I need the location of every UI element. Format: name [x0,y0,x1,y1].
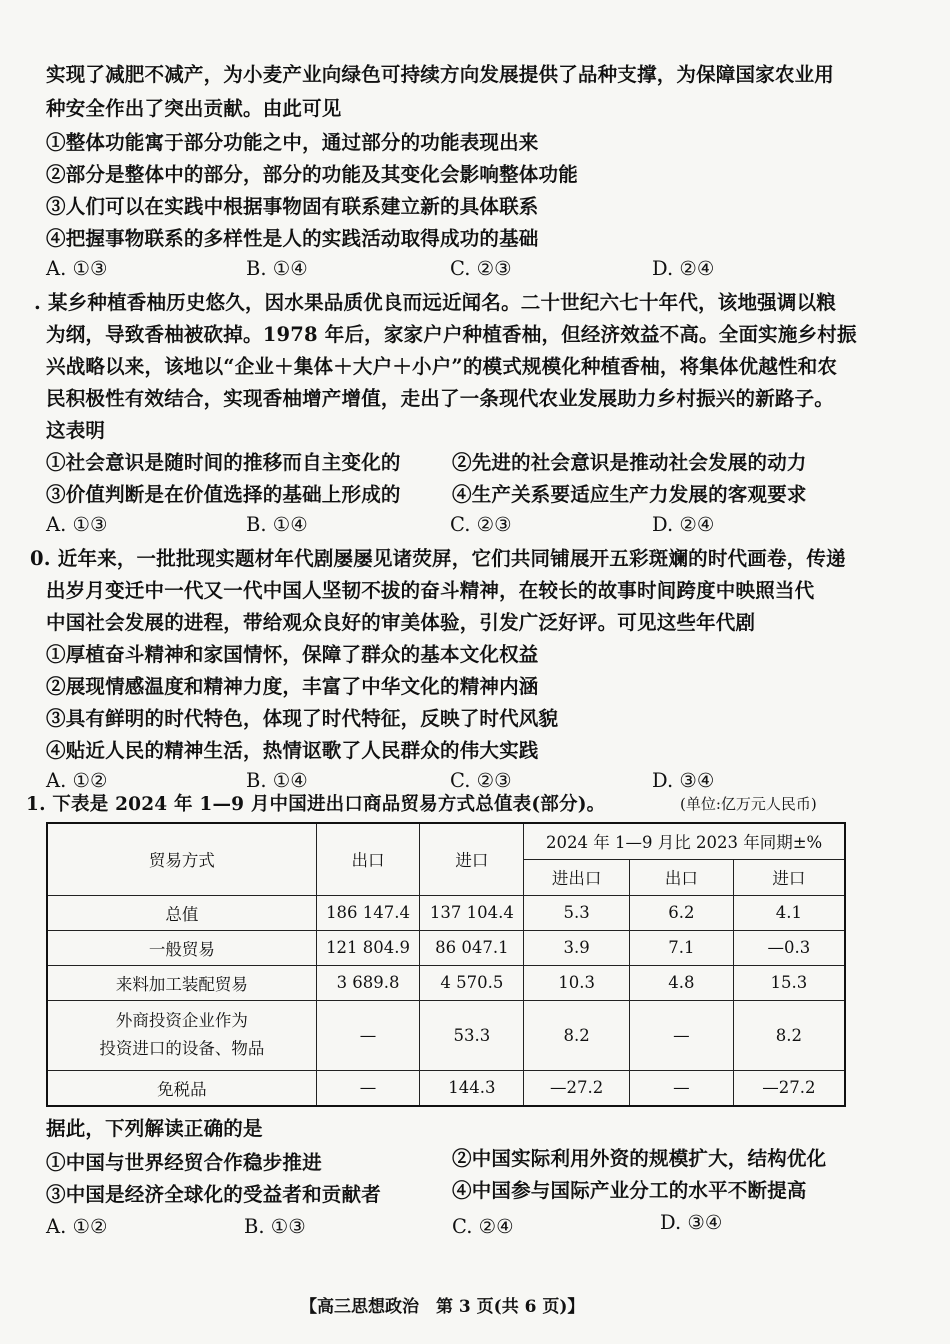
q9-statement-1: ①社会意识是随时间的推移而自主变化的 [46,451,401,474]
q10-text-line-2: 出岁月变迁中一代又一代中国人坚韧不拔的奋斗精神，在较长的故事时间跨度中映照当代 [46,579,815,602]
cell-yoy-export: 6.2 [630,895,734,930]
cell-yoy-import: 4.1 [733,895,845,930]
q9-option-c[interactable]: C. ②③ [450,513,512,536]
q10-text-line-1: 0. 近年来，一批批现实题材年代剧屡屡见诸荧屏，它们共同铺展开五彩斑斓的时代画卷，传递 [30,547,846,570]
cell-import: 53.3 [420,1000,524,1070]
q11-statement-1: ①中国与世界经贸合作稳步推进 [46,1151,322,1174]
q8-statement-2: ②部分是整体中的部分，部分的功能及其变化会影响整体功能 [46,163,578,186]
cell-yoy-total: —27.2 [524,1070,630,1106]
table-header-row-1 [47,823,845,859]
q10-option-c[interactable]: C. ②③ [450,769,512,792]
cell-mode: 总值 [47,895,316,930]
cell-import: 86 047.1 [420,930,524,965]
cell-mode: 免税品 [47,1070,316,1106]
q11-intro: 1. 下表是 2024 年 1—9 月中国进出口商品贸易方式总值表(部分)。 [26,794,606,815]
subheader-yoy-import: 进口 [733,859,845,895]
cell-yoy-total: 3.9 [524,930,630,965]
q8-statement-4: ④把握事物联系的多样性是人的实践活动取得成功的基础 [46,227,539,250]
q10-statement-3: ③具有鲜明的时代特色，体现了时代特征，反映了时代风貌 [46,707,559,730]
q9-text-line-3: 兴战略以来，该地以“企业＋集体＋大户＋小户”的模式规模化种植香柚，将集体优越性和农 [46,355,838,378]
q11-option-d[interactable]: D. ③④ [660,1211,723,1234]
cell-yoy-total: 5.3 [524,895,630,930]
cell-export: 121 804.9 [316,930,420,965]
q8-option-c[interactable]: C. ②③ [450,257,512,280]
cell-yoy-import: —0.3 [733,930,845,965]
cell-yoy-total: 10.3 [524,965,630,1000]
header-import: 进口 [420,823,524,895]
header-yoy: 2024 年 1—9 月比 2023 年同期±% [524,823,845,859]
cell-yoy-import: 15.3 [733,965,845,1000]
q8-text-line-1: 实现了减肥不减产，为小麦产业向绿色可持续方向发展提供了品种支撑，为保障国家农业用 [46,63,835,86]
q8-statement-1: ①整体功能寓于部分功能之中，通过部分的功能表现出来 [46,131,539,154]
cell-mode-line-1: 外商投资企业作为 [115,1011,248,1030]
cell-yoy-total: 8.2 [524,1000,630,1070]
q9-statement-3: ③价值判断是在价值选择的基础上形成的 [46,483,401,506]
q9-statement-4: ④生产关系要适应生产力发展的客观要求 [452,483,807,506]
cell-mode [47,1000,316,1070]
cell-export: 186 147.4 [316,895,420,930]
cell-yoy-export: 7.1 [630,930,734,965]
cell-import: 4 570.5 [420,965,524,1000]
trade-table [46,822,846,1107]
q10-statement-2: ②展现情感温度和精神力度，丰富了中华文化的精神内涵 [46,675,539,698]
cell-export: — [316,1070,420,1106]
cell-yoy-import: —27.2 [733,1070,845,1106]
header-export: 出口 [316,823,420,895]
q10-option-d[interactable]: D. ③④ [652,769,715,792]
header-trade-mode: 贸易方式 [47,823,316,895]
table-row [47,930,845,965]
q11-prompt: 据此，下列解读正确的是 [46,1117,263,1140]
q11-statement-3: ③中国是经济全球化的受益者和贡献者 [46,1183,381,1206]
cell-export: 3 689.8 [316,965,420,1000]
q11-unit: (单位:亿万元人民币) [680,795,817,813]
q9-text-line-1: . 某乡种植香柚历史悠久，因水果品质优良而远近闻名。二十世纪六七十年代，该地强调以粮 [34,291,836,314]
table-row [47,1000,845,1070]
table-row [47,895,845,930]
q9-option-d[interactable]: D. ②④ [652,513,715,536]
cell-mode-line-2: 投资进口的设备、物品 [99,1039,265,1058]
q8-option-d[interactable]: D. ②④ [652,257,715,280]
cell-mode: 来料加工装配贸易 [47,965,316,1000]
q8-text-line-2: 种安全作出了突出贡献。由此可见 [46,97,342,120]
cell-import: 144.3 [420,1070,524,1106]
cell-import: 137 104.4 [420,895,524,930]
cell-yoy-export: — [630,1070,734,1106]
q11-option-a[interactable]: A. ①② [46,1215,108,1238]
cell-yoy-import: 8.2 [733,1000,845,1070]
q9-option-b[interactable]: B. ①④ [246,513,308,536]
q10-option-b[interactable]: B. ①④ [246,769,308,792]
q9-text-line-5: 这表明 [46,419,106,442]
q11-option-b[interactable]: B. ①③ [244,1215,306,1238]
subheader-yoy-export: 出口 [630,859,734,895]
table-row [47,1070,845,1106]
q8-option-a[interactable]: A. ①③ [46,257,108,280]
q9-text-line-2: 为纲，导致香柚被砍掉。1978 年后，家家户户种植香柚，但经济效益不高。全面实施乡村振 [46,323,857,346]
q10-option-a[interactable]: A. ①② [46,769,108,792]
q8-option-b[interactable]: B. ①④ [246,257,308,280]
q10-text-line-3: 中国社会发展的进程，带给观众良好的审美体验，引发广泛好评。可见这些年代剧 [46,611,756,634]
q10-statement-1: ①厚植奋斗精神和家国情怀，保障了群众的基本文化权益 [46,643,539,666]
q9-statement-2: ②先进的社会意识是推动社会发展的动力 [452,451,807,474]
cell-mode: 一般贸易 [47,930,316,965]
q9-text-line-4: 民积极性有效结合，实现香柚增产增值，走出了一条现代农业发展助力乡村振兴的新路子。 [46,387,835,410]
q8-statement-3: ③人们可以在实践中根据事物固有联系建立新的具体联系 [46,195,539,218]
q11-statement-4: ④中国参与国际产业分工的水平不断提高 [452,1179,807,1202]
q10-statement-4: ④贴近人民的精神生活，热情讴歌了人民群众的伟大实践 [46,739,539,762]
q11-statement-2: ②中国实际利用外资的规模扩大，结构优化 [452,1147,827,1170]
cell-yoy-export: 4.8 [630,965,734,1000]
table-row [47,965,845,1000]
subheader-yoy-total: 进出口 [524,859,630,895]
q11-option-c[interactable]: C. ②④ [452,1215,514,1238]
q9-option-a[interactable]: A. ①③ [46,513,108,536]
cell-export: — [316,1000,420,1070]
cell-yoy-export: — [630,1000,734,1070]
page-footer: 【高三思想政治 第 3 页(共 6 页)】 [300,1297,585,1317]
